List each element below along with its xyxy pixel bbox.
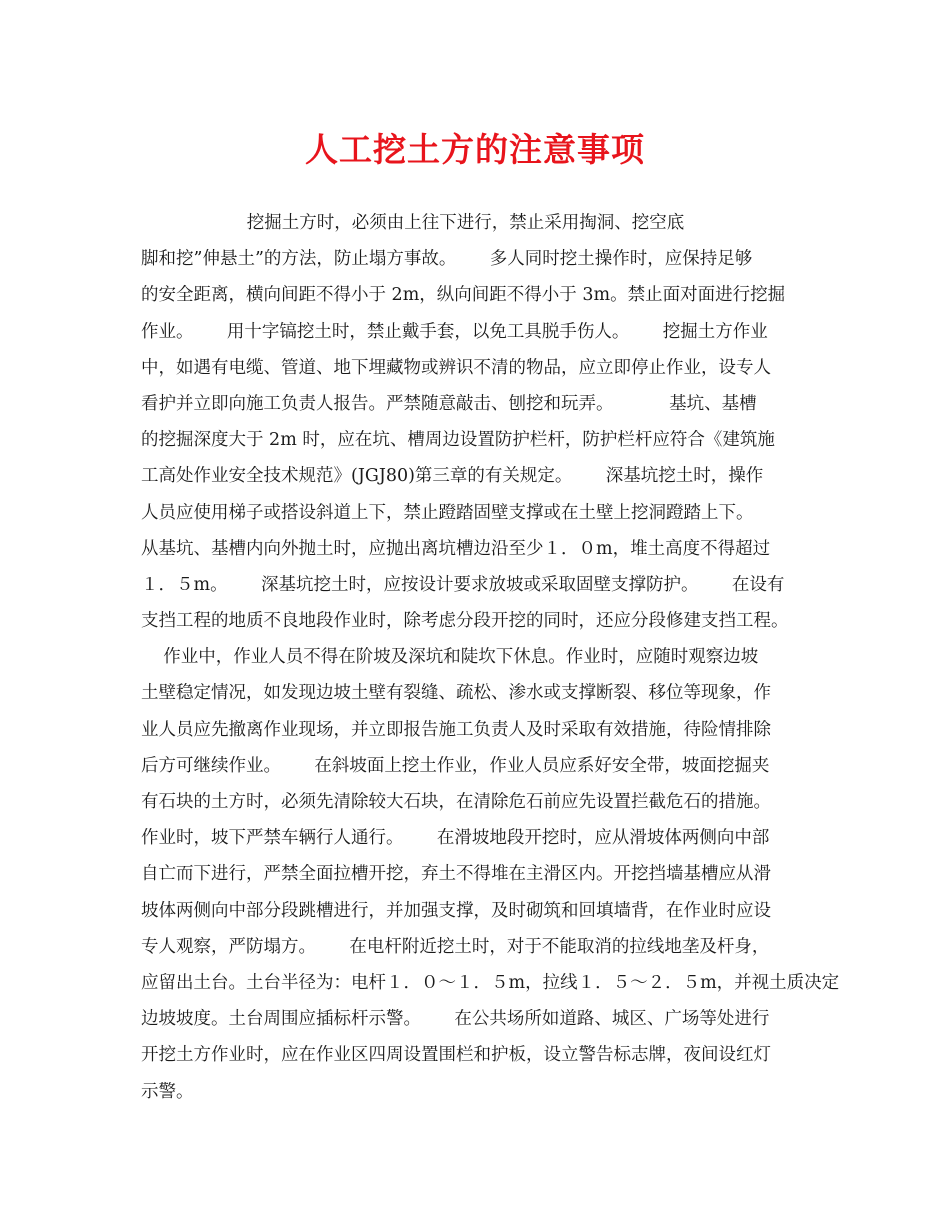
body-line: 土壁稳定情况，如发现边坡土壁有裂缝、疏松、渗水或支撑断裂、移位等现象，作 <box>141 683 771 704</box>
body-line: 开挖土方作业时，应在作业区四周设置围栏和护板，设立警告标志牌，夜间设红灯 <box>141 1045 771 1066</box>
body-line: 作业。 用十字镐挖土时，禁止戴手套，以免工具脱手伤人。 挖掘土方作业 <box>141 321 768 342</box>
body-line: 应留出土台。土台半径为：电杆１．０～１．５m，拉线１．５～２．５m，并视土质决定 <box>141 972 840 993</box>
body-line: 有石块的土方时，必须先清除较大石块，在清除危石前应先设置拦截危石的措施。 <box>141 792 771 812</box>
body-line: 示警。 <box>141 1081 194 1102</box>
body-line: 专人观察，严防塌方。 在电杆附近挖土时，对于不能取消的拉线地垄及杆身， <box>141 936 770 957</box>
body-line: 挖掘土方时，必须由上往下进行，禁止采用掏洞、挖空底 <box>141 213 685 233</box>
body-line: 从基坑、基槽内向外抛土时，应抛出离坑槽边沿至少１．０m，堆土高度不得超过 <box>141 538 771 559</box>
body-line: 的挖掘深度大于 2m 时，应在坑、槽周边设置防护栏杆，防护栏杆应符合《建筑施 <box>141 430 775 451</box>
body-line: 人员应使用梯子或搭设斜道上下，禁止蹬踏固壁支撑或在土壁上挖洞蹬踏上下。 <box>141 502 754 523</box>
document-title: 人工挖土方的注意事项 <box>305 130 645 169</box>
body-line: 自亡而下进行，严禁全面拉槽开挖，弃土不得堆在主滑区内。开挖挡墙基槽应从滑 <box>141 864 771 885</box>
body-line: 坡体两侧向中部分段跳槽进行，并加强支撑，及时砌筑和回填墙背，在作业时应设 <box>141 900 771 921</box>
body-line: 作业中，作业人员不得在阶坡及深坑和陡坎下休息。作业时，应随时观察边坡 <box>141 647 759 668</box>
body-line: 看护并立即向施工负责人报告。严禁随意敲击、刨挖和玩弄。 基坑、基槽 <box>141 393 757 414</box>
body-line: 脚和挖”伸悬土”的方法，防止塌方事故。 多人同时挖土操作时，应保持足够 <box>141 249 753 270</box>
body-line: 中，如遇有电缆、管道、地下埋藏物或辨识不清的物品，应立即停止作业，设专人 <box>141 357 771 378</box>
body-line: 工高处作业安全技术规范》(JGJ80)第三章的有关规定。 深基坑挖土时，操作 <box>141 466 764 487</box>
document-body <box>141 205 841 1110</box>
body-line: 后方可继续作业。 在斜坡面上挖土作业，作业人员应系好安全带，坡面挖掘夹 <box>141 755 770 776</box>
body-line: 支挡工程的地质不良地段作业时，除考虑分段开挖的同时，还应分段修建支挡工程。 <box>141 611 789 632</box>
body-line: 的安全距离，横向间距不得小于 2m，纵向间距不得小于 3m。禁止面对面进行挖掘 <box>141 285 786 306</box>
body-line: 业人员应先撤离作业现场，并立即报告施工负责人及时采取有效措施，待险情排除 <box>141 719 771 740</box>
body-line: 作业时，坡下严禁车辆行人通行。 在滑坡地段开挖时，应从滑坡体两侧向中部 <box>141 828 770 849</box>
body-line: 边坡坡度。土台周围应插标杆示警。 在公共场所如道路、城区、广场等处进行 <box>141 1009 770 1030</box>
body-line: １．５m。 深基坑挖土时，应按设计要求放坡或采取固壁支撑防护。 在设有 <box>141 574 785 595</box>
